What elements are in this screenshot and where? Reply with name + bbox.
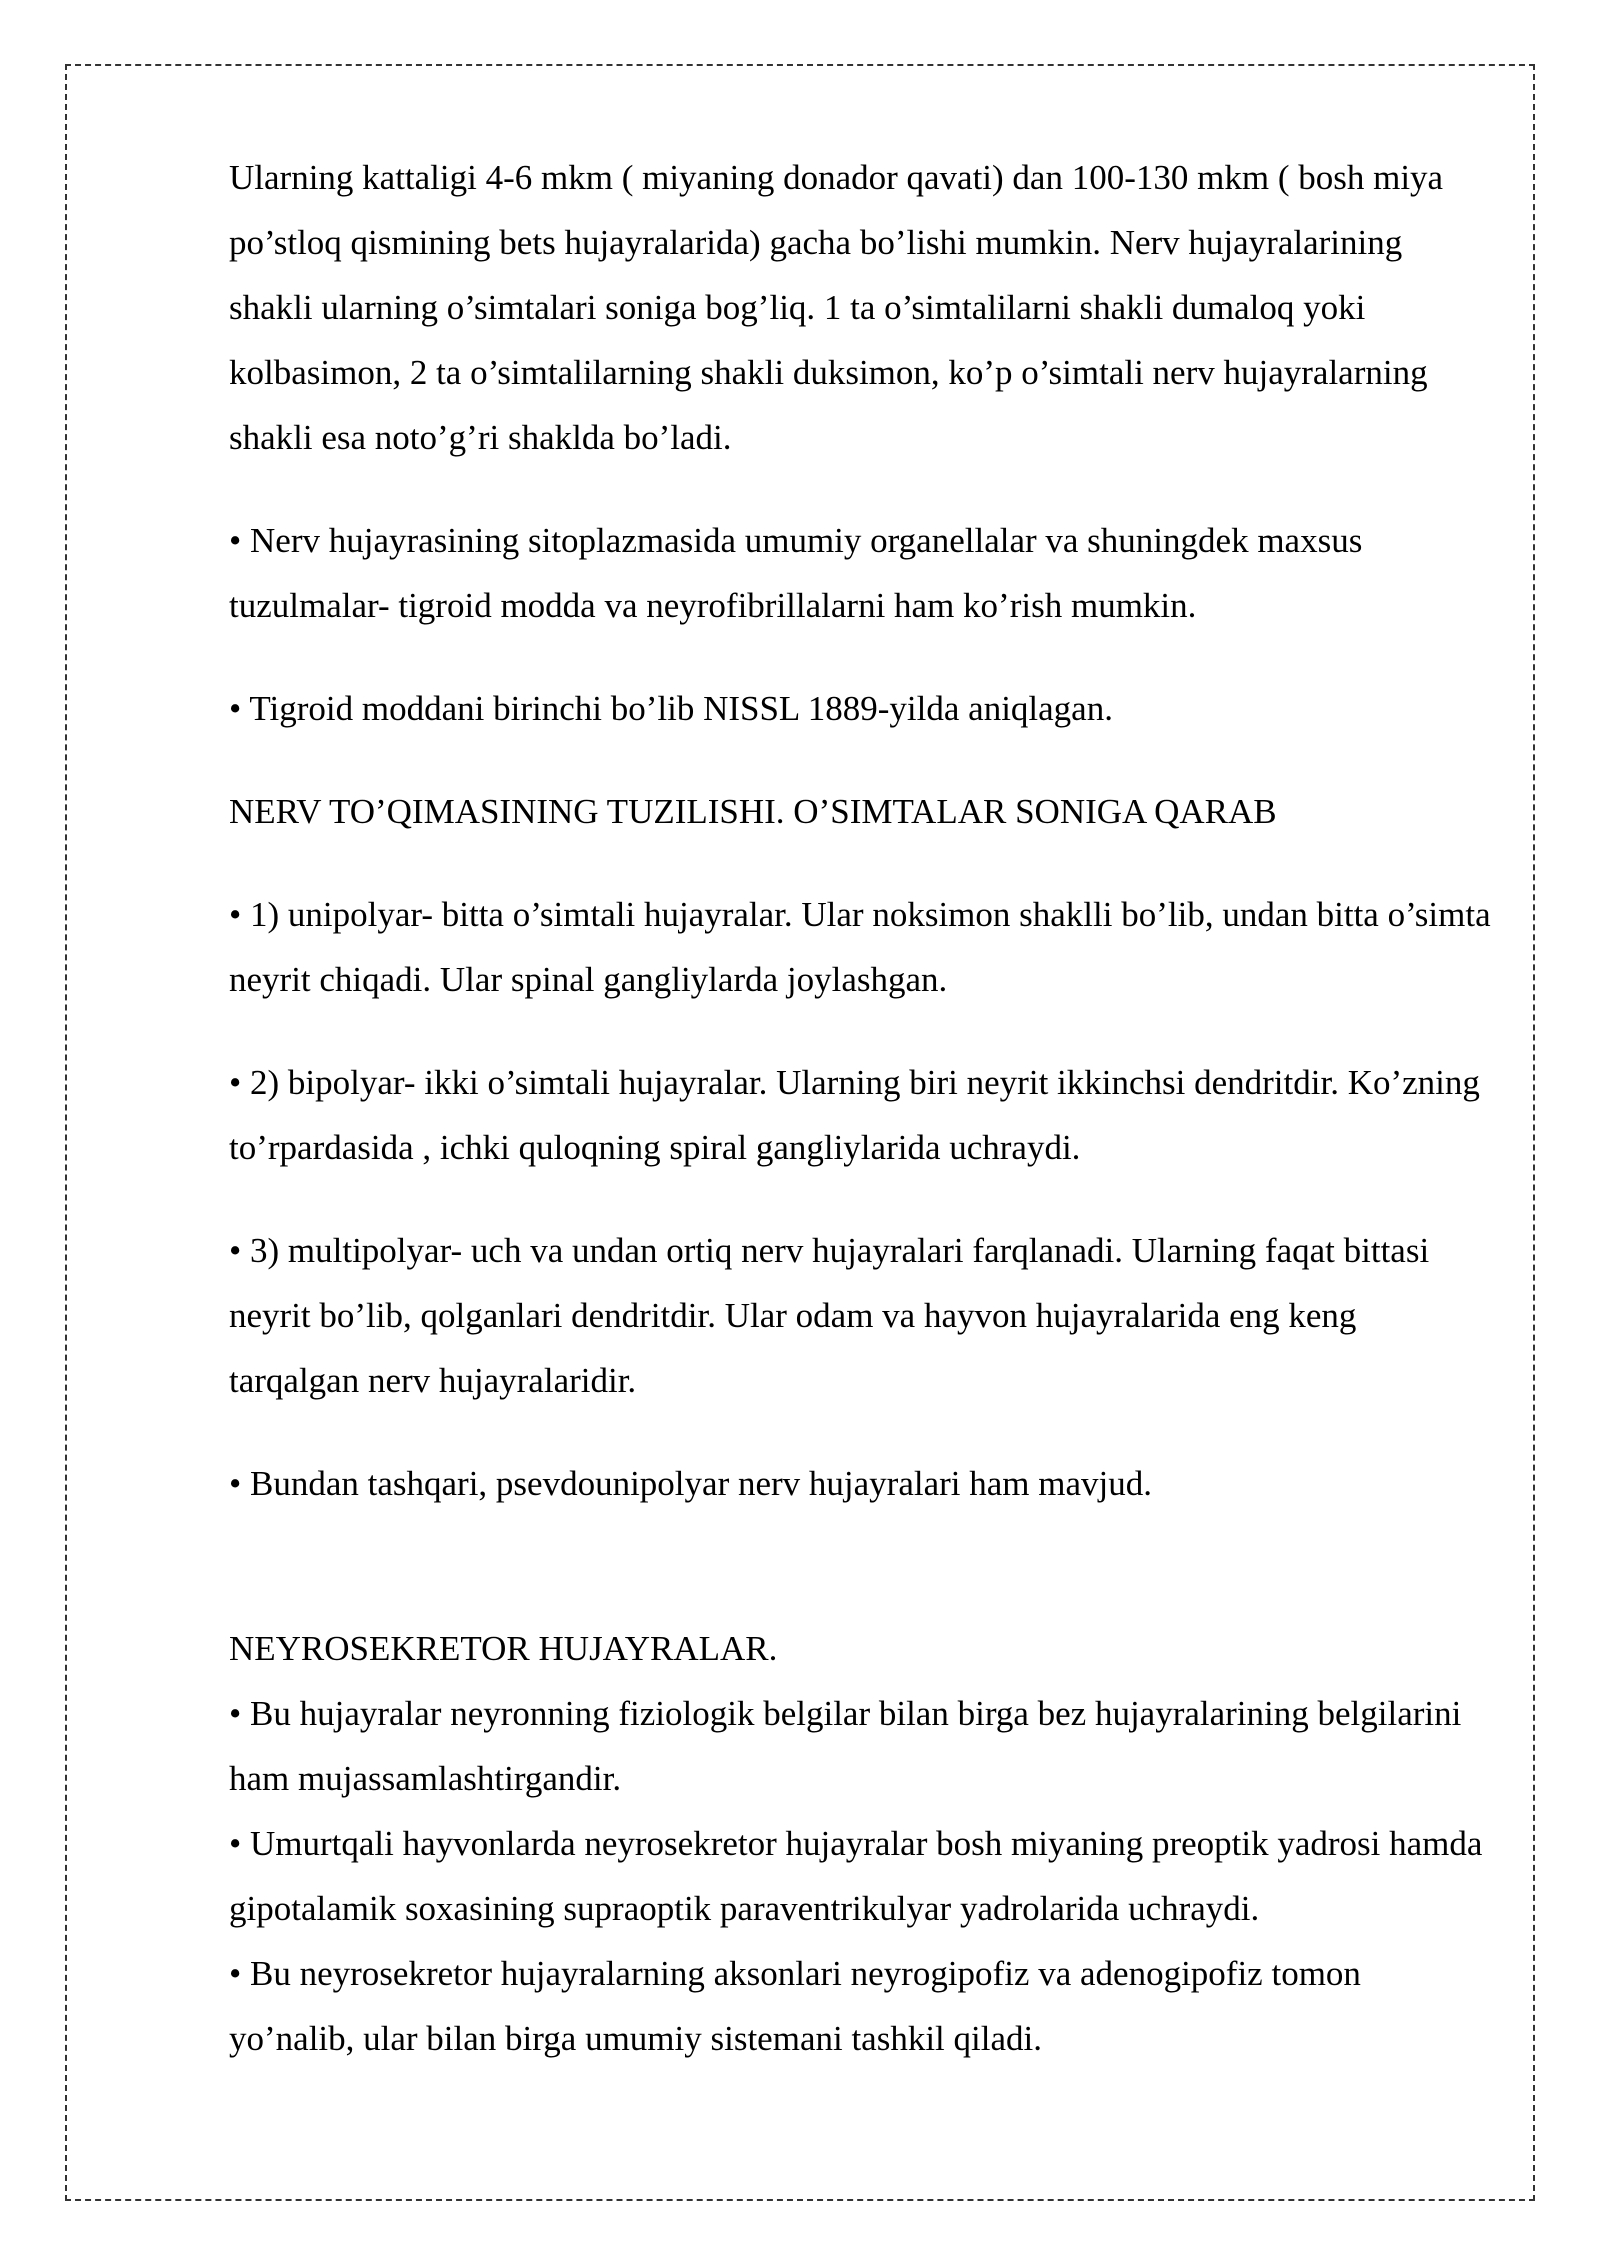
paragraph-cytoplasm: • Nerv hujayrasining sitoplazmasida umumiy organellalar va shuningdek maxsus tuzulmalar- tigroid modda va neyrofibrillalarni ham ko’rish mumkin.: [229, 521, 1363, 625]
paragraph-tigroid: • Tigroid moddani birinchi bo’lib NISSL 1889-yilda aniqlagan.: [229, 689, 1113, 728]
document-body: [229, 145, 1494, 2071]
paragraph-neurosecretory-axons: • Bu neyrosekretor hujayralarning aksonlari neyrogipofiz va adenogipofiz tomon yo’nalib, ular bilan birga umumiy sistemani tashkil qiladi.: [229, 1954, 1361, 2058]
paragraph-bipolar: • 2) bipolyar- ikki o’simtali hujayralar. Ularning biri neyrit ikkinchsi dendritdir. Ko’zning to’rpardasida , ichki quloqning spiral gangliylarida uchraydi.: [229, 1063, 1480, 1167]
paragraph-multipolar: • 3) multipolyar- uch va undan ortiq nerv hujayralari farqlanadi. Ularning faqat bittasi neyrit bo’lib, qolganlari dendritdir. Ular odam va hayvon hujayralarida eng keng tarqalgan nerv hujayralaridir.: [229, 1231, 1430, 1400]
paragraph-pseudounipolar: • Bundan tashqari, psevdounipolyar nerv hujayralari ham mavjud.: [229, 1464, 1152, 1503]
paragraph-neurosecretory-features: • Bu hujayralar neyronning fiziologik belgilar bilan birga bez hujayralarining belgilarini ham mujassamlashtirgandir.: [229, 1694, 1462, 1798]
paragraph-unipolar: • 1) unipolyar- bitta o’simtali hujayralar. Ular noksimon shaklli bo’lib, undan bitta o’simta neyrit chiqadi. Ular spinal gangliylarda joylashgan.: [229, 895, 1491, 999]
section-heading-structure: NERV TO’QIMASINING TUZILISHI. O’SIMTALAR SONIGA QARAB: [229, 792, 1277, 831]
paragraph-cell-size: Ularning kattaligi 4-6 mkm ( miyaning donador qavati) dan 100-130 mkm ( bosh miya po’stloq qismining bets hujayralarida) gacha bo’lishi mumkin. Nerv hujayralarining shakli ularning o’simtalari soniga bog’liq. 1 ta o’simtalilarni shakli dumaloq yoki kolbasimon, 2 ta o’simtalilarning shakli duksimon, ko’p o’simtali nerv hujayralarning shakli esa noto’g’ri shakldа bo’ladi.: [229, 158, 1444, 457]
section-heading-neurosecretory: NEYROSEKRETOR HUJAYRALAR.: [229, 1629, 778, 1668]
paragraph-neurosecretory-location: • Umurtqali hayvonlarda neyrosekretor hujayralar bosh miyaning preoptik yadrosi hamda gipotalamik soxasining supraoptik paraventrikulyar yadrolarida uchraydi.: [229, 1824, 1483, 1928]
